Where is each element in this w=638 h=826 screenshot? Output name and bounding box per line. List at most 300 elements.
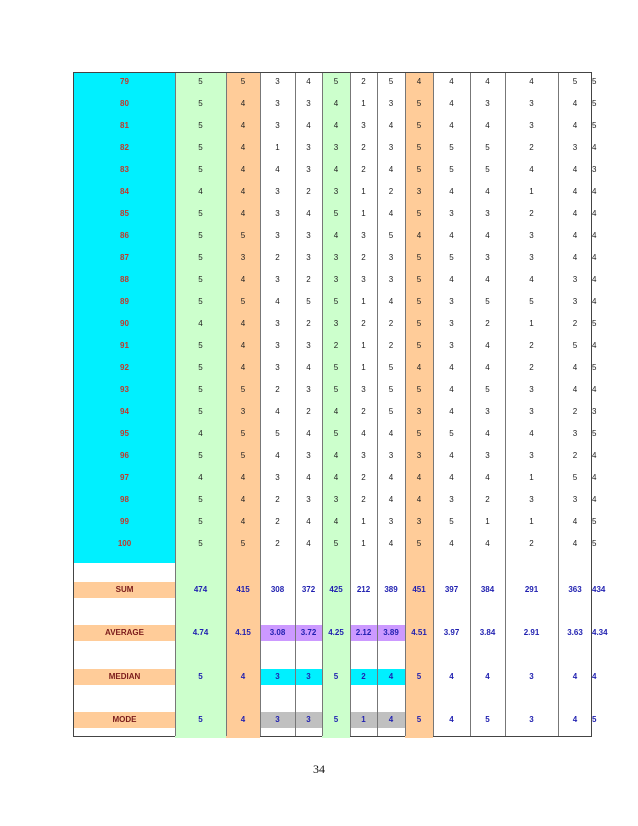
summary-cell: 4 [449, 715, 454, 724]
table-cell: 5 [388, 407, 394, 416]
table-cell: 3 [485, 209, 490, 218]
table-cell: 4 [240, 473, 246, 482]
table-cell: 4 [592, 253, 597, 262]
table-cell: 4 [449, 407, 454, 416]
row-id: 95 [120, 429, 129, 438]
table-cell: 4 [485, 187, 490, 196]
summary-cell: 3 [275, 672, 280, 681]
row-id: 98 [120, 495, 129, 504]
table-cell: 1 [361, 363, 366, 372]
table-cell: 4 [388, 429, 394, 438]
table-cell: 3 [572, 143, 578, 152]
table-cell: 4 [485, 539, 490, 548]
table-cell: 4 [449, 451, 454, 460]
table-cell: 4 [572, 253, 578, 262]
table-cell: 3 [306, 385, 311, 394]
summary-cell: 4.74 [192, 628, 209, 637]
row-id: 97 [120, 473, 129, 482]
table-cell: 3 [529, 407, 534, 416]
table-cell: 3 [572, 275, 578, 284]
table-cell: 3 [485, 99, 490, 108]
table-cell: 5 [572, 341, 578, 350]
table-cell: 5 [240, 451, 246, 460]
table-cell: 4 [306, 539, 311, 548]
table-cell: 3 [275, 209, 280, 218]
table-cell: 1 [361, 297, 366, 306]
table-cell: 4 [240, 517, 246, 526]
table-cell: 5 [416, 253, 422, 262]
summary-cell: 415 [236, 585, 250, 594]
table-cell: 3 [333, 275, 339, 284]
table-cell: 4 [306, 473, 311, 482]
table-cell: 5 [333, 209, 339, 218]
table-cell: 1 [361, 187, 366, 196]
table-cell: 5 [198, 77, 203, 86]
table-cell: 2 [572, 451, 578, 460]
table-cell: 4 [275, 297, 280, 306]
table-cell: 3 [416, 451, 422, 460]
summary-cell: 5 [333, 715, 339, 724]
table-cell: 4 [592, 385, 597, 394]
table-cell: 1 [485, 517, 490, 526]
table-cell: 2 [529, 209, 534, 218]
table-cell: 5 [198, 165, 203, 174]
table-cell: 3 [485, 407, 490, 416]
row-id: 82 [120, 143, 129, 152]
table-cell: 2 [275, 539, 280, 548]
table-cell: 2 [275, 385, 280, 394]
summary-cell: 308 [270, 585, 285, 594]
table-cell: 5 [198, 407, 203, 416]
table-cell: 5 [198, 231, 203, 240]
table-cell: 5 [198, 121, 203, 130]
table-cell: 5 [592, 429, 597, 438]
table-cell: 3 [388, 143, 394, 152]
table-cell: 5 [449, 143, 454, 152]
data-table [73, 72, 608, 737]
table-cell: 5 [416, 209, 422, 218]
table-cell: 3 [275, 319, 280, 328]
table-cell: 2 [275, 253, 280, 262]
table-cell: 1 [529, 187, 534, 196]
table-cell: 3 [306, 99, 311, 108]
table-cell: 4 [306, 429, 311, 438]
row-id: 91 [120, 341, 129, 350]
table-cell: 1 [529, 473, 534, 482]
table-cell: 4 [306, 363, 311, 372]
table-cell: 5 [416, 99, 422, 108]
summary-cell: 3.89 [383, 628, 399, 637]
summary-cell: 363 [568, 585, 582, 594]
table-cell: 4 [333, 517, 339, 526]
table-cell: 3 [306, 165, 311, 174]
row-id: 93 [120, 385, 129, 394]
summary-cell: 474 [193, 585, 208, 594]
table-cell: 5 [198, 253, 203, 262]
summary-cell: 4 [572, 672, 578, 681]
table-cell: 3 [275, 121, 280, 130]
table-cell: 5 [198, 209, 203, 218]
table-cell: 5 [333, 363, 339, 372]
table-cell: 4 [333, 231, 339, 240]
table-cell: 4 [485, 473, 490, 482]
row-id: 81 [120, 121, 129, 130]
summary-cell: 3.72 [300, 628, 317, 637]
table-cell: 4 [592, 297, 597, 306]
table-cell: 3 [449, 341, 454, 350]
table-cell: 2 [388, 319, 394, 328]
table-cell: 4 [240, 143, 246, 152]
table-cell: 4 [388, 165, 394, 174]
table-cell: 4 [306, 209, 311, 218]
table-cell: 4 [275, 165, 280, 174]
summary-cell: 4.51 [411, 628, 427, 637]
table-cell: 3 [306, 253, 311, 262]
table-cell: 4 [572, 209, 578, 218]
table-cell: 5 [198, 451, 203, 460]
table-cell: 2 [361, 407, 366, 416]
table-cell: 2 [361, 253, 366, 262]
table-cell: 1 [361, 99, 366, 108]
table-cell: 4 [592, 231, 597, 240]
table-cell: 3 [416, 517, 422, 526]
table-cell: 5 [485, 165, 490, 174]
table-cell: 4 [240, 275, 246, 284]
table-cell: 1 [361, 539, 366, 548]
table-cell: 3 [449, 495, 454, 504]
table-cell: 4 [572, 385, 578, 394]
table-cell: 5 [592, 99, 597, 108]
table-cell: 3 [592, 407, 597, 416]
table-cell: 5 [572, 473, 578, 482]
table-cell: 5 [592, 517, 597, 526]
summary-cell: 5 [485, 715, 490, 724]
summary-cell: 4 [592, 672, 597, 681]
table-cell: 5 [485, 143, 490, 152]
table-cell: 5 [333, 539, 339, 548]
summary-cell: 291 [524, 585, 539, 594]
table-cell: 1 [275, 143, 280, 152]
table-cell: 5 [529, 297, 534, 306]
summary-cell: 3 [275, 715, 280, 724]
summary-cell: 5 [592, 715, 597, 724]
table-cell: 3 [388, 517, 394, 526]
summary-cell: 2.12 [355, 628, 372, 637]
table-cell: 5 [416, 385, 422, 394]
table-cell: 1 [361, 517, 366, 526]
table-cell: 3 [333, 143, 339, 152]
summary-cell: 397 [444, 585, 459, 594]
table-cell: 3 [361, 275, 366, 284]
summary-cell: 4 [388, 715, 394, 724]
summary-label: AVERAGE [105, 628, 144, 637]
table-cell: 4 [572, 539, 578, 548]
table-cell: 3 [275, 77, 280, 86]
table-cell: 5 [592, 319, 597, 328]
table-cell: 5 [416, 297, 422, 306]
row-id: 88 [120, 275, 129, 284]
table-cell: 3 [275, 231, 280, 240]
table-cell: 3 [333, 187, 339, 196]
table-cell: 4 [333, 99, 339, 108]
table-cell: 2 [388, 341, 394, 350]
table-cell: 5 [388, 77, 394, 86]
table-cell: 2 [306, 319, 311, 328]
table-cell: 5 [240, 77, 246, 86]
table-cell: 2 [572, 319, 578, 328]
summary-cell: 389 [384, 585, 398, 594]
table-cell: 5 [333, 429, 339, 438]
summary-cell: 434 [592, 585, 606, 594]
summary-cell: 4.25 [328, 628, 344, 637]
table-cell: 5 [449, 429, 454, 438]
table-cell: 3 [529, 451, 534, 460]
table-cell: 3 [275, 363, 280, 372]
table-cell: 3 [485, 253, 490, 262]
row-id: 90 [120, 319, 129, 328]
table-cell: 4 [592, 451, 597, 460]
table-cell: 5 [416, 341, 422, 350]
table-cell: 4 [198, 429, 203, 438]
table-cell: 4 [361, 429, 366, 438]
table-cell: 4 [449, 473, 454, 482]
table-cell: 4 [240, 121, 246, 130]
table-cell: 4 [592, 275, 597, 284]
table-cell: 5 [198, 341, 203, 350]
table-cell: 1 [529, 517, 534, 526]
table-cell: 2 [361, 165, 366, 174]
table-cell: 5 [388, 231, 394, 240]
row-id: 94 [120, 407, 129, 416]
table-cell: 3 [306, 143, 311, 152]
table-cell: 4 [449, 121, 454, 130]
table-cell: 4 [240, 99, 246, 108]
table-cell: 3 [529, 253, 534, 262]
table-cell: 5 [198, 495, 203, 504]
row-id: 96 [120, 451, 129, 460]
table-cell: 2 [275, 517, 280, 526]
table-cell: 4 [275, 407, 280, 416]
page-number: 34 [313, 762, 325, 776]
table-cell: 4 [592, 495, 597, 504]
row-id: 83 [120, 165, 129, 174]
table-cell: 4 [449, 539, 454, 548]
table-cell: 3 [306, 231, 311, 240]
table-cell: 3 [361, 121, 366, 130]
table-cell: 4 [333, 165, 339, 174]
summary-label: SUM [115, 585, 134, 594]
table-cell: 3 [485, 451, 490, 460]
table-cell: 4 [275, 451, 280, 460]
row-id: 100 [117, 539, 132, 548]
table-cell: 5 [449, 517, 454, 526]
table-cell: 4 [572, 187, 578, 196]
table-cell: 4 [240, 363, 246, 372]
table-cell: 3 [416, 187, 422, 196]
table-cell: 3 [361, 385, 366, 394]
summary-cell: 4 [449, 672, 454, 681]
summary-cell: 451 [412, 585, 426, 594]
table-cell: 5 [240, 539, 246, 548]
table-cell: 3 [240, 253, 246, 262]
table-cell: 4 [572, 363, 578, 372]
row-id: 85 [120, 209, 129, 218]
table-cell: 3 [333, 319, 339, 328]
table-cell: 4 [592, 143, 597, 152]
summary-cell: 3.63 [567, 628, 583, 637]
table-cell: 3 [275, 187, 280, 196]
table-cell: 4 [592, 209, 597, 218]
table-cell: 3 [275, 473, 280, 482]
summary-cell: 3 [306, 672, 311, 681]
summary-cell: 3.97 [443, 628, 460, 637]
table-cell: 2 [306, 275, 311, 284]
table-cell: 4 [306, 517, 311, 526]
summary-label: MODE [112, 715, 137, 724]
summary-cell: 4.15 [235, 628, 251, 637]
row-id: 79 [120, 77, 129, 86]
summary-cell: 2.91 [523, 628, 540, 637]
table-cell: 5 [592, 363, 597, 372]
table-cell: 4 [449, 231, 454, 240]
row-id: 99 [120, 517, 129, 526]
table-cell: 2 [306, 187, 311, 196]
table-cell: 5 [198, 99, 203, 108]
summary-cell: 3.08 [269, 628, 286, 637]
table-cell: 4 [449, 385, 454, 394]
table-cell: 3 [388, 451, 394, 460]
table-cell: 5 [306, 297, 311, 306]
table-cell: 2 [361, 495, 366, 504]
table-cell: 2 [361, 473, 366, 482]
table-cell: 3 [529, 385, 534, 394]
table-cell: 2 [485, 495, 490, 504]
table-cell: 3 [361, 451, 366, 460]
table-cell: 5 [416, 429, 422, 438]
summary-cell: 4 [240, 672, 246, 681]
table-cell: 3 [333, 495, 339, 504]
row-id: 92 [120, 363, 129, 372]
table-cell: 3 [449, 319, 454, 328]
summary-cell: 384 [480, 585, 495, 594]
table-cell: 5 [416, 121, 422, 130]
table-cell: 4 [388, 539, 394, 548]
table-cell: 4 [529, 165, 534, 174]
table-cell: 2 [275, 495, 280, 504]
summary-cell: 3 [529, 672, 534, 681]
table-cell: 4 [416, 495, 422, 504]
table-cell: 3 [240, 407, 246, 416]
summary-cell: 5 [198, 715, 203, 724]
table-cell: 4 [449, 99, 454, 108]
table-cell: 4 [449, 363, 454, 372]
table-cell: 4 [485, 341, 490, 350]
table-cell: 3 [388, 275, 394, 284]
table-cell: 2 [388, 187, 394, 196]
table-cell: 4 [592, 341, 597, 350]
table-cell: 5 [388, 385, 394, 394]
table-cell: 4 [529, 77, 534, 86]
row-id: 84 [120, 187, 129, 196]
table-cell: 4 [485, 363, 490, 372]
table-cell: 4 [449, 187, 454, 196]
table-cell: 3 [529, 99, 534, 108]
table-cell: 4 [485, 429, 490, 438]
table-cell: 5 [333, 297, 339, 306]
table-cell: 4 [306, 121, 311, 130]
table-cell: 5 [240, 297, 246, 306]
table-cell: 3 [275, 275, 280, 284]
table-cell: 4 [306, 77, 311, 86]
table-cell: 4 [572, 121, 578, 130]
table-cell: 4 [240, 165, 246, 174]
table-cell: 5 [416, 319, 422, 328]
table-cell: 4 [416, 473, 422, 482]
table-cell: 5 [592, 539, 597, 548]
summary-cell: 4 [485, 672, 490, 681]
table-cell: 4 [485, 231, 490, 240]
table-cell: 5 [388, 363, 394, 372]
table-cell: 5 [198, 385, 203, 394]
table-cell: 4 [416, 363, 422, 372]
table-cell: 4 [240, 341, 246, 350]
table-cell: 5 [198, 517, 203, 526]
table-cell: 5 [485, 297, 490, 306]
table-cell: 5 [416, 539, 422, 548]
row-id: 86 [120, 231, 129, 240]
table-cell: 5 [416, 275, 422, 284]
table-cell: 3 [592, 165, 597, 174]
table-cell: 4 [388, 473, 394, 482]
table-cell: 4 [198, 473, 203, 482]
table-cell: 2 [529, 143, 534, 152]
table-cell: 5 [198, 275, 203, 284]
table-cell: 4 [592, 473, 597, 482]
table-cell: 5 [198, 539, 203, 548]
table-cell: 4 [485, 77, 490, 86]
table-cell: 4 [449, 275, 454, 284]
table-cell: 3 [306, 451, 311, 460]
summary-cell: 4 [240, 715, 246, 724]
table-cell: 4 [333, 121, 339, 130]
table-cell: 2 [529, 363, 534, 372]
table-cell: 4 [198, 319, 203, 328]
table-cell: 4 [240, 187, 246, 196]
summary-label: MEDIAN [108, 672, 141, 681]
table-cell: 3 [306, 341, 311, 350]
summary-cell: 4 [572, 715, 578, 724]
table-cell: 5 [240, 231, 246, 240]
table-cell: 5 [198, 363, 203, 372]
summary-cell: 2 [361, 672, 366, 681]
summary-cell: 372 [301, 585, 316, 594]
summary-cell: 1 [361, 715, 366, 724]
table-cell: 5 [416, 165, 422, 174]
table-cell: 3 [416, 407, 422, 416]
table-cell: 4 [592, 187, 597, 196]
table-cell: 5 [485, 385, 490, 394]
table-cell: 3 [572, 495, 578, 504]
table-cell: 5 [333, 385, 339, 394]
table-cell: 4 [572, 99, 578, 108]
table-cell: 2 [361, 77, 366, 86]
table-cell: 4 [240, 495, 246, 504]
table-cell: 3 [449, 297, 454, 306]
table-cell: 5 [275, 429, 280, 438]
summary-cell: 3 [306, 715, 311, 724]
table-cell: 3 [333, 253, 339, 262]
table-cell: 5 [198, 297, 203, 306]
